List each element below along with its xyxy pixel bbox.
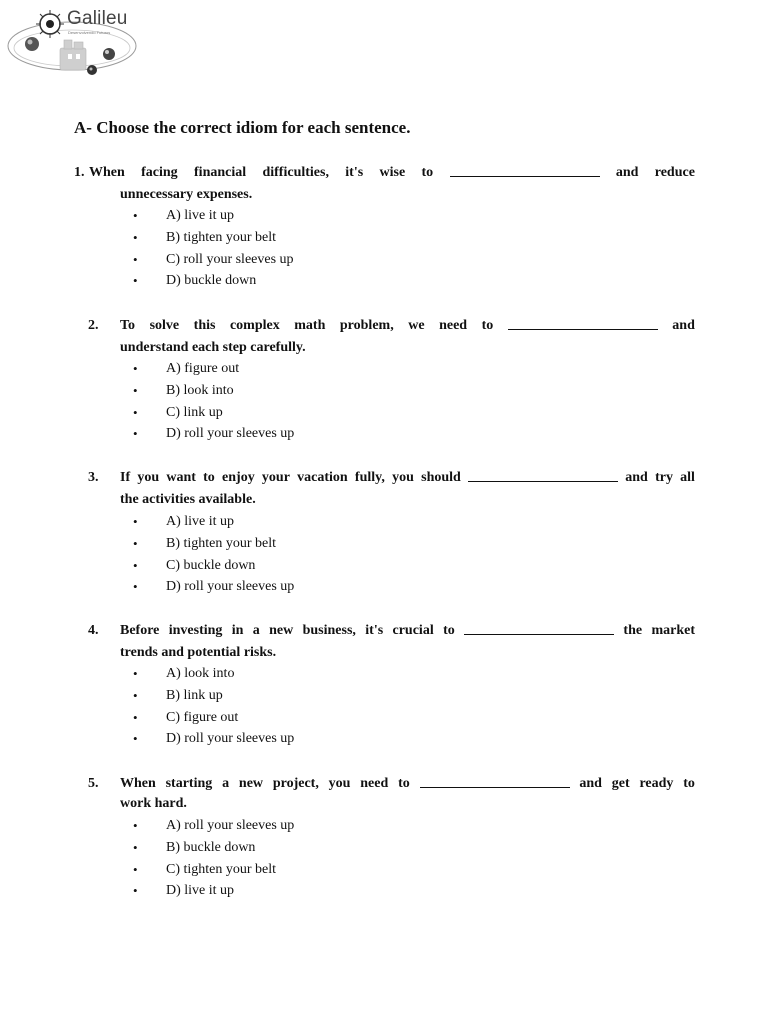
- question-text-line-1: [120, 467, 695, 489]
- question-word: financial: [194, 165, 247, 180]
- answer-option-c[interactable]: [0, 859, 400, 881]
- question-text-line-2: trends and potential risks.: [120, 645, 277, 660]
- question-number: 2.: [88, 318, 99, 333]
- option-label: C) tighten your belt: [166, 861, 277, 877]
- option-label: B) link up: [166, 687, 223, 703]
- question-word: Before: [120, 623, 160, 638]
- question-word: new: [238, 776, 264, 791]
- answer-options: [0, 358, 400, 445]
- question-word: enjoy: [222, 470, 255, 485]
- question-word: If: [120, 470, 131, 485]
- answer-options: [0, 511, 400, 598]
- question-word: should: [421, 470, 461, 485]
- question-word: to: [203, 470, 215, 485]
- answer-option-c[interactable]: [0, 707, 400, 729]
- answer-options: [0, 815, 400, 902]
- logo-brand-name: Galileu: [67, 8, 128, 29]
- question-word: to: [481, 318, 494, 333]
- answer-option-a[interactable]: [0, 358, 400, 380]
- question-word: a: [252, 623, 260, 638]
- question-word: to: [398, 776, 410, 791]
- question-word: investing: [168, 623, 223, 638]
- question-text-line-2: understand each step carefully.: [120, 340, 306, 355]
- answer-options: [0, 205, 400, 292]
- question-word: to: [683, 776, 695, 791]
- question-word: math: [294, 318, 326, 333]
- question-text-line-2: unnecessary expenses.: [120, 187, 253, 202]
- question-word: need: [360, 776, 389, 791]
- question-word: to: [443, 623, 455, 638]
- question-word: and: [625, 470, 648, 485]
- answer-option-d[interactable]: [0, 880, 400, 902]
- question-word: reduce: [654, 165, 695, 180]
- option-label: A) roll your sleeves up: [166, 818, 295, 833]
- option-label: D) roll your sleeves up: [166, 579, 295, 595]
- question-word: When: [120, 776, 156, 791]
- question-word: get: [611, 776, 630, 791]
- question-text-line-2: work hard.: [120, 796, 187, 811]
- bullet-icon: •: [133, 251, 138, 267]
- bullet-icon: •: [133, 861, 138, 877]
- galileu-logo: [6, 6, 142, 80]
- bullet-icon: •: [133, 208, 138, 223]
- answer-option-b[interactable]: [0, 685, 400, 707]
- answer-option-c[interactable]: [0, 249, 400, 271]
- question-text-line-2: the activities available.: [120, 492, 256, 507]
- question-word: the: [623, 623, 643, 638]
- bullet-icon: •: [133, 426, 138, 442]
- question-word: facing: [141, 165, 178, 180]
- option-label: B) look into: [166, 382, 234, 398]
- question-word: it's: [365, 623, 384, 638]
- bullet-icon: •: [133, 273, 138, 289]
- option-label: C) roll your sleeves up: [166, 251, 294, 267]
- question-word: you: [137, 470, 160, 485]
- option-label: B) tighten your belt: [166, 535, 277, 551]
- question-word: your: [261, 470, 290, 485]
- option-label: D) roll your sleeves up: [166, 731, 295, 747]
- answer-blank: [450, 162, 600, 177]
- logo-tagline: Desenvolvendo Futuros: [68, 30, 111, 35]
- question-text-line-1: [120, 773, 695, 795]
- question-word: market: [651, 623, 695, 638]
- question-number: 3.: [88, 470, 99, 485]
- question-word: we: [408, 318, 425, 333]
- option-label: A) look into: [166, 666, 235, 681]
- answer-option-a[interactable]: [0, 663, 400, 685]
- bullet-icon: •: [133, 666, 138, 681]
- question-number: 5.: [88, 776, 99, 791]
- option-label: B) tighten your belt: [166, 229, 277, 245]
- question-word: solve: [149, 318, 180, 333]
- question-word: a: [222, 776, 230, 791]
- question-word: need: [439, 318, 468, 333]
- bullet-icon: •: [133, 361, 138, 376]
- answer-option-b[interactable]: [0, 380, 400, 402]
- answer-option-b[interactable]: [0, 837, 400, 859]
- bullet-icon: •: [133, 731, 138, 747]
- answer-option-d[interactable]: [0, 270, 400, 292]
- question-word: ready: [639, 776, 674, 791]
- answer-option-c[interactable]: [0, 555, 400, 577]
- bullet-icon: •: [133, 382, 138, 398]
- answer-option-a[interactable]: [0, 205, 400, 227]
- question-number: 1.: [74, 165, 85, 180]
- bullet-icon: •: [133, 404, 138, 420]
- option-label: A) figure out: [166, 361, 240, 376]
- question-word: difficulties,: [262, 165, 329, 180]
- question-word: you: [328, 776, 351, 791]
- question-word: you: [392, 470, 414, 485]
- answer-blank: [468, 467, 618, 482]
- bullet-icon: •: [133, 687, 138, 703]
- question-word: wise: [379, 165, 406, 180]
- option-label: D) roll your sleeves up: [166, 426, 295, 442]
- answer-blank: [508, 315, 658, 330]
- section-title: A- Choose the correct idiom for each sentence.: [74, 118, 411, 137]
- question-word: To: [120, 318, 136, 333]
- answer-option-d[interactable]: [0, 423, 400, 445]
- answer-option-d[interactable]: [0, 728, 400, 750]
- question-word: When: [89, 165, 125, 180]
- option-label: C) link up: [166, 404, 223, 420]
- question-word: try: [655, 470, 673, 485]
- question-word: this: [193, 318, 216, 333]
- question-word: problem,: [339, 318, 394, 333]
- bullet-icon: •: [133, 514, 138, 529]
- question-word: business,: [302, 623, 356, 638]
- bullet-icon: •: [133, 818, 138, 833]
- question-word: all: [680, 470, 695, 485]
- question-word: new: [269, 623, 294, 638]
- option-label: C) figure out: [166, 709, 239, 725]
- question-text-line-1: [120, 315, 695, 337]
- question-word: starting: [165, 776, 213, 791]
- bullet-icon: •: [133, 839, 138, 855]
- answer-options: [0, 663, 400, 750]
- question-word: fully,: [354, 470, 385, 485]
- bullet-icon: •: [133, 579, 138, 595]
- question-word: in: [231, 623, 244, 638]
- option-label: A) live it up: [166, 208, 235, 223]
- question-number: 4.: [88, 623, 99, 638]
- answer-option-b[interactable]: [0, 533, 400, 555]
- question-word: want: [166, 470, 196, 485]
- option-label: D) buckle down: [166, 273, 257, 289]
- question-word: and: [579, 776, 602, 791]
- answer-blank: [464, 620, 614, 635]
- option-label: B) buckle down: [166, 839, 256, 855]
- bullet-icon: •: [133, 709, 138, 725]
- question-text-line-1: [120, 620, 695, 642]
- bullet-icon: •: [133, 883, 138, 899]
- question-word: project,: [272, 776, 319, 791]
- option-label: C) buckle down: [166, 557, 256, 573]
- answer-option-b[interactable]: [0, 227, 400, 249]
- question-word: complex: [229, 318, 280, 333]
- question-word: and: [672, 318, 695, 333]
- bullet-icon: •: [133, 535, 138, 551]
- question-word: crucial: [392, 623, 434, 638]
- answer-blank: [420, 773, 570, 788]
- bullet-icon: •: [133, 557, 138, 573]
- question-text-line-1: [89, 162, 695, 184]
- option-label: D) live it up: [166, 883, 235, 899]
- question-word: it's: [345, 165, 364, 180]
- bullet-icon: •: [133, 229, 138, 245]
- question-word: and: [615, 165, 639, 180]
- option-label: A) live it up: [166, 514, 235, 529]
- answer-option-c[interactable]: [0, 402, 400, 424]
- question-word: to: [421, 165, 434, 180]
- answer-option-a[interactable]: [0, 815, 400, 837]
- question-word: vacation: [297, 470, 348, 485]
- answer-option-a[interactable]: [0, 511, 400, 533]
- answer-option-d[interactable]: [0, 576, 400, 598]
